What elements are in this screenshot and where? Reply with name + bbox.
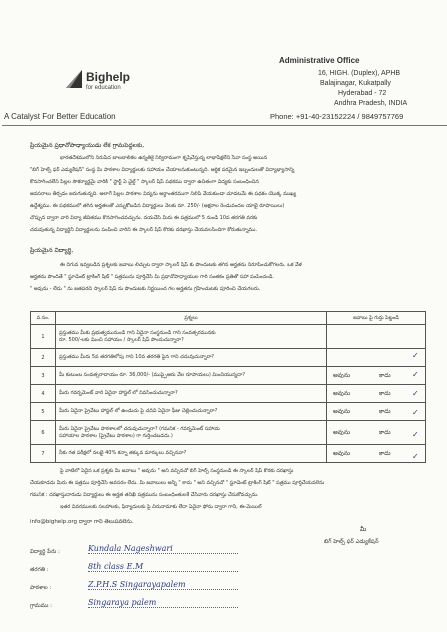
- answer-cell[interactable]: [327, 421, 426, 445]
- question-text: సహాయాల పాఠశాల (ప్రైవేటు పాఠశాల) గా గుర్తించబడదు.): [59, 432, 173, 439]
- checkmark-icon: ✓: [412, 389, 419, 398]
- greeting-student: ప్రియమైన విద్యార్థి,: [30, 247, 74, 254]
- answer-no[interactable]: కాదు: [379, 372, 391, 379]
- question-cell: [56, 385, 327, 403]
- checkmark-icon: ✓: [412, 351, 419, 360]
- question-text: మీ కుటుంబ సంవత్సరాదాయం రూ. 36,000/- (ముప్పైఆరు వేల రూపాయలు) మించియున్నదా?: [59, 372, 246, 378]
- row-number: 2: [31, 349, 56, 367]
- question-text: మీరు గవర్నమెంట్ వారి ఏదైనా హాస్టల్ లో నివసించుచున్నారా?: [59, 390, 178, 396]
- school-field[interactable]: Z.P.H.S Singarayapalem: [88, 580, 238, 590]
- name-label: విద్యార్థి పేరు :: [30, 549, 60, 555]
- answer-no[interactable]: కాదు: [379, 390, 391, 397]
- question-text: ప్రస్తుతము మీరు 5వ తరగతిలోపు గాని 10వ తరగతి పైన గాని చదువుచున్నారా?: [59, 354, 215, 360]
- checkmark-icon: ✓: [412, 370, 419, 379]
- school-label: పాఠశాల :: [30, 585, 52, 591]
- question-cell: [56, 421, 327, 445]
- question-text: మీరు ఏదైనా ప్రైవేటు హాస్టల్ లో ఉండుచు పై చదివి ఏదైనా ఫీజు చెల్లించుచున్నారా?: [59, 408, 218, 414]
- paragraph-line: అర్హతను పొందితే " స్టూడెంట్ ట్రాకింగ్ షీట్ " పత్రమును పూర్తిచేసి మీ ప్రధానోపాధ్యాయుల గారి సంతకం ప్రతితో సహా పంపించండి.: [30, 274, 274, 280]
- answer-no[interactable]: కాదు: [379, 408, 391, 415]
- answer-cell[interactable]: [327, 445, 426, 463]
- answer-no[interactable]: కాదు: [379, 429, 391, 436]
- checkmark-icon: ✓: [412, 430, 419, 439]
- table-row: [31, 421, 426, 445]
- paragraph-line: చొప్పున ద్వారా వారి విద్యా జీవితము కొనసాగించవచ్చును. దయచేసి మీరు ఈ పత్రములో 5 నుండి 10వ తరగతి వరకు: [30, 215, 258, 221]
- closing-line: మీ: [360, 526, 367, 533]
- table-row: [31, 367, 426, 385]
- table-row: [31, 325, 426, 349]
- class-label: తరగతి :: [30, 567, 49, 573]
- answer-yes[interactable]: అవును: [333, 408, 351, 415]
- paragraph-line: ఈ దిగువ ఇవ్వబడిన ప్రశ్నలకు జవాబు లిచ్చుట ద్వారా స్కాలర్ షిప్ కు పొందుటకు తగిన అర్హతను నిరూపించుకోగలరు. ఒక వేళ: [60, 262, 302, 268]
- tagline: A Catalyst For Better Education: [4, 112, 116, 121]
- row-number: 4: [31, 385, 56, 403]
- address-line: Andhra Pradesh, INDIA: [334, 100, 408, 107]
- question-cell: [56, 349, 327, 367]
- address-line: Hyderabad - 72: [338, 90, 387, 97]
- table-row: [31, 445, 426, 463]
- row-number: 5: [31, 403, 56, 421]
- checkmark-icon: ✓: [412, 452, 419, 461]
- answer-cell[interactable]: [327, 325, 426, 349]
- question-text: మీరు ఏదైనా ప్రైవేటు పాఠశాలలో చదువుచున్నారా? (గమనిక - గవర్నమెంట్ సహాయ: [59, 425, 220, 432]
- closing-org: బిగ్ హెల్ప్ ఫర్ ఎడ్యుకేషన్: [324, 539, 379, 545]
- paragraph-line: భారతదేశములోని నిరుపేద బాలబాలికల ఉన్నతికై నిర్విరామంగా కృషిచేస్తున్న లాభాపేక్షలేని సేవా సంస్థ అయిన: [60, 155, 268, 161]
- answer-yes[interactable]: అవును: [333, 372, 351, 379]
- question-cell: [56, 367, 327, 385]
- paragraph-line: అవసరాలు తీర్చడం జరుగుతున్నది. అలాగే పిల్లల పాఠశాల విద్యను అర్ధాంతరముగా నిలిపి వేయకుండా చూడటమే ఈ పథకం యొక్క ముఖ్య: [30, 191, 297, 197]
- paragraph-line: చదువుతున్న విద్యార్థినీ విద్యార్థులను పంపించి వారిని ఈ స్కాలర్ షిప్ కొరకు దరఖాస్తు చేయవలసిందిగా కోరుతున్నాము.: [30, 227, 258, 233]
- col-header-number: వ.సం.: [31, 312, 56, 325]
- answer-cell[interactable]: [327, 367, 426, 385]
- paragraph-line: "బిగ్ హెల్ప్ ఫర్ ఎడ్యుకేషన్" సంస్థ మీ పాఠశాల విద్యార్థులకు సహాయం చేయాలనుకుంటున్నది. ఆర్థిక పరమైన ఇబ్బందులతో విద్యాభ్యాసాన్ని: [30, 167, 295, 173]
- question-text: నీకు గత పరీక్షలో నలభై 40% కన్నా తక్కువ మార్కులు వచ్చినవా?: [59, 450, 187, 456]
- question-text: రూ. 500/-లకు మించి సహాయం / స్కాలర్ షిప్ పొందుచున్నారా?: [59, 336, 184, 343]
- village-label: గ్రామము :: [30, 603, 53, 609]
- question-cell: [56, 325, 327, 349]
- checkmark-icon: ✓: [412, 408, 419, 417]
- note-line: చేయకూడదు మీరు ఈ పత్రము పూర్తిచేసి అవసరం లేదు. మీ జవాబులు అన్నీ " కాదు " అని వచ్చినచో " స్టూడెంట్ ట్రాకింగ్ షీట్ " పత్రము పూర్తిచేయవలెను: [30, 480, 325, 486]
- row-number: 7: [31, 445, 56, 463]
- phone-number: Phone: +91-40-23152224 / 9849757769: [270, 112, 404, 121]
- note-line: పై వాటిలో ఏదైన ఒక ప్రశ్నకు మీ జవాబు " అవును " అని వచ్చినచో బిగ్ హెల్ప్ సంస్థనుండి ఈ స్కాలర్ షిప్ కొరకు దరఖాస్తు: [60, 468, 294, 474]
- col-header-answer: జవాబు పై గుర్తు పెట్టండి: [327, 312, 426, 325]
- office-title: Administrative Office: [279, 56, 360, 65]
- note-line: ఇతర వివరములకు సలహాలకు, ఫిర్యాదులకు పై చిరునామాకు లేదా ఏదైనా ఫోను ద్వారా గానీ, ఈ-మెయిల్: [60, 504, 262, 510]
- table-header-row: [31, 312, 426, 325]
- table-row: [31, 349, 426, 367]
- class-field[interactable]: 8th class E.M: [88, 562, 238, 572]
- question-text: ప్రస్తుతము మీకు ప్రభుత్వమునుండి గాని ఏదైనా సంస్థనుండి గాని సంవత్సరమునకు: [59, 329, 216, 336]
- answer-yes[interactable]: అవును: [333, 390, 351, 397]
- eligibility-table: [30, 311, 426, 463]
- bighelp-logo-icon: [64, 68, 84, 90]
- note-line: గమనిక : దరఖాస్తుదారుడు విద్యార్థులు ఈ అర్హత తనిఖీ పత్రమును సంబంధింతులకే చేసేవారు దరఖాస్తు చేసుకోవచ్చును.: [30, 492, 259, 498]
- address-line: Balajinagar, Kukatpally: [320, 80, 391, 87]
- question-cell: [56, 445, 327, 463]
- question-cell: [56, 403, 327, 421]
- paragraph-line: " అవును - లేదు " ను జతపరచి స్కాలర్ షిప్ ను పొందుటకు నిర్ణయించ గల అర్హతను గ్రహించుటకు పూరించి చేయగలరు.: [30, 286, 261, 292]
- paragraph-line: ఉద్దేశ్యము. ఈ పథకములో తగిన అర్హతలతో ఎన్నుకోబడిన విద్యార్థులు నెలకు రూ. 250/- (అక్షరాల రెండువందల యాభై రూపాయిలు): [30, 203, 285, 209]
- answer-cell[interactable]: [327, 349, 426, 367]
- answer-yes[interactable]: అవును: [333, 450, 351, 457]
- table-row: [31, 403, 426, 421]
- answer-cell[interactable]: [327, 385, 426, 403]
- col-header-question: ప్రశ్నలు: [56, 312, 327, 325]
- row-number: 1: [31, 325, 56, 349]
- logo-name: Bighelp: [86, 70, 130, 84]
- email-line: info@bighelp.org ద్వారా గాని తెలుపవలెను.: [30, 519, 134, 525]
- row-number: 3: [31, 367, 56, 385]
- greeting-headmaster: ప్రియమైన ప్రధానోపాధ్యాయుడు లేక గ్రామపెద్దలకు,: [30, 142, 145, 149]
- answer-yes[interactable]: అవును: [333, 429, 351, 436]
- village-field[interactable]: Singaraya palem: [88, 598, 238, 608]
- table-row: [31, 385, 426, 403]
- answer-cell[interactable]: [327, 403, 426, 421]
- row-number: 6: [31, 421, 56, 445]
- student-name-field[interactable]: Kundala Nageshwari: [88, 544, 238, 554]
- address-line: 16, HIGH. (Duplex), APHB: [318, 70, 401, 77]
- header-divider: [2, 125, 447, 126]
- paragraph-line: కొనసాగించలేని పిల్లల సౌకర్యార్థమై వారికి " స్టార్ట్ ఏ ఛైల్డ్ " స్కాలర్ షిప్ పథకము ద్వారా ఉచితంగా విద్యకు సంబంధించిన: [30, 179, 259, 185]
- answer-no[interactable]: కాదు: [379, 450, 391, 457]
- logo-subtitle: for education: [86, 85, 121, 91]
